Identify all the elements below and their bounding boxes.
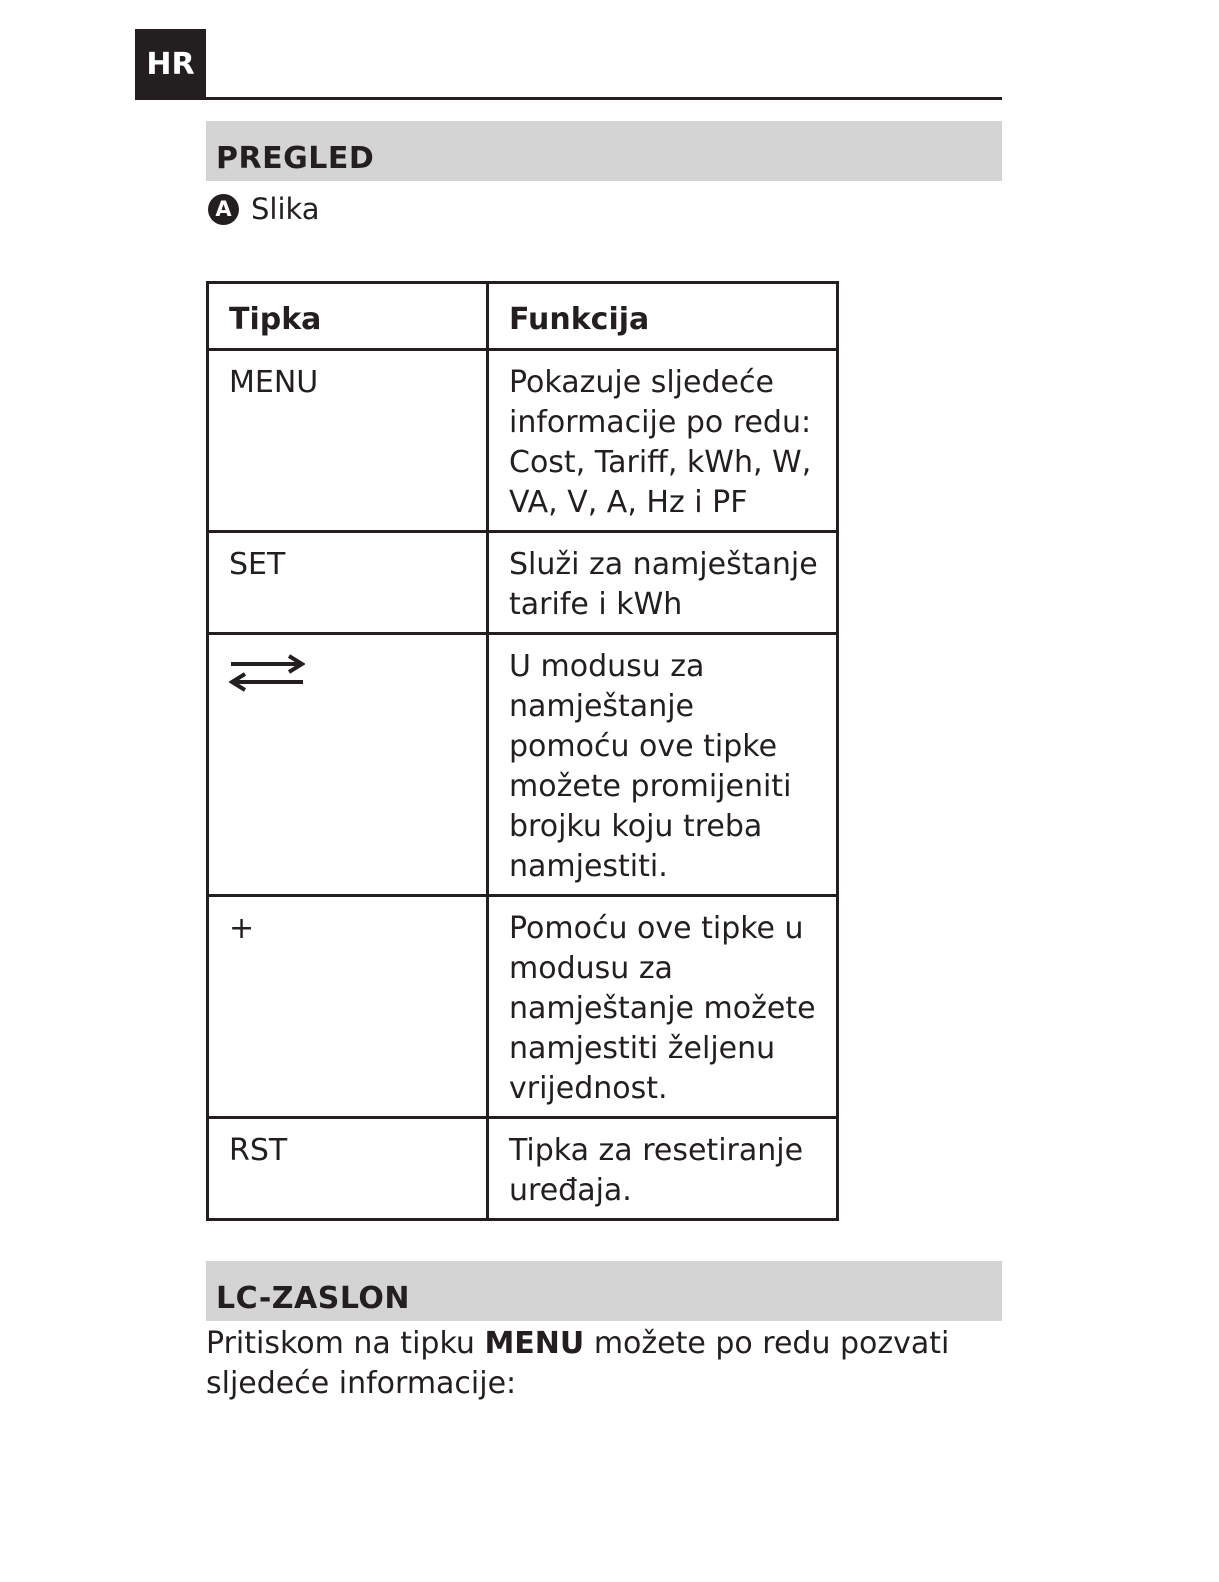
- lcd-text-bold-key: MENU: [484, 1326, 585, 1361]
- key-cell: MENU: [208, 350, 488, 532]
- lcd-text-after: možete po redu pozvati sljedeće informacije:: [206, 1326, 950, 1401]
- lcd-intro-paragraph: [206, 1324, 1006, 1404]
- language-badge: HR: [135, 29, 206, 100]
- table-row: [208, 1118, 838, 1220]
- table-row: [208, 350, 838, 532]
- function-cell: Služi za namještanje tarife i kWh: [488, 532, 838, 634]
- header-key: Tipka: [208, 283, 488, 350]
- table-row: [208, 896, 838, 1118]
- table-row: [208, 532, 838, 634]
- key-cell: +: [208, 896, 488, 1118]
- table-header-row: [208, 283, 838, 350]
- key-cell: [208, 634, 488, 896]
- figure-reference: [208, 192, 320, 226]
- table-row: [208, 634, 838, 896]
- section-title-lcd: LC-ZASLON: [206, 1261, 1002, 1321]
- header-rule: [206, 97, 1002, 100]
- figure-label: Slika: [251, 192, 320, 226]
- key-cell: RST: [208, 1118, 488, 1220]
- function-cell: Pokazuje sljedeće informacije po redu: Cost, Tariff, kWh, W, VA, V, A, Hz i PF: [488, 350, 838, 532]
- header-function: Funkcija: [488, 283, 838, 350]
- figure-badge: A: [208, 194, 239, 225]
- function-cell: U modusu za namještanje pomoću ove tipke možete promijeniti brojku koju treba namjestiti.: [488, 634, 838, 896]
- lcd-text-before: Pritiskom na tipku: [206, 1326, 485, 1361]
- key-function-table: [206, 281, 839, 1221]
- swap-arrows-icon: [229, 653, 305, 693]
- section-title-overview: PREGLED: [206, 121, 1002, 181]
- function-cell: Tipka za resetiranje uređaja.: [488, 1118, 838, 1220]
- key-cell: SET: [208, 532, 488, 634]
- function-cell: Pomoću ove tipke u modusu za namještanje možete namjestiti željenu vrijednost.: [488, 896, 838, 1118]
